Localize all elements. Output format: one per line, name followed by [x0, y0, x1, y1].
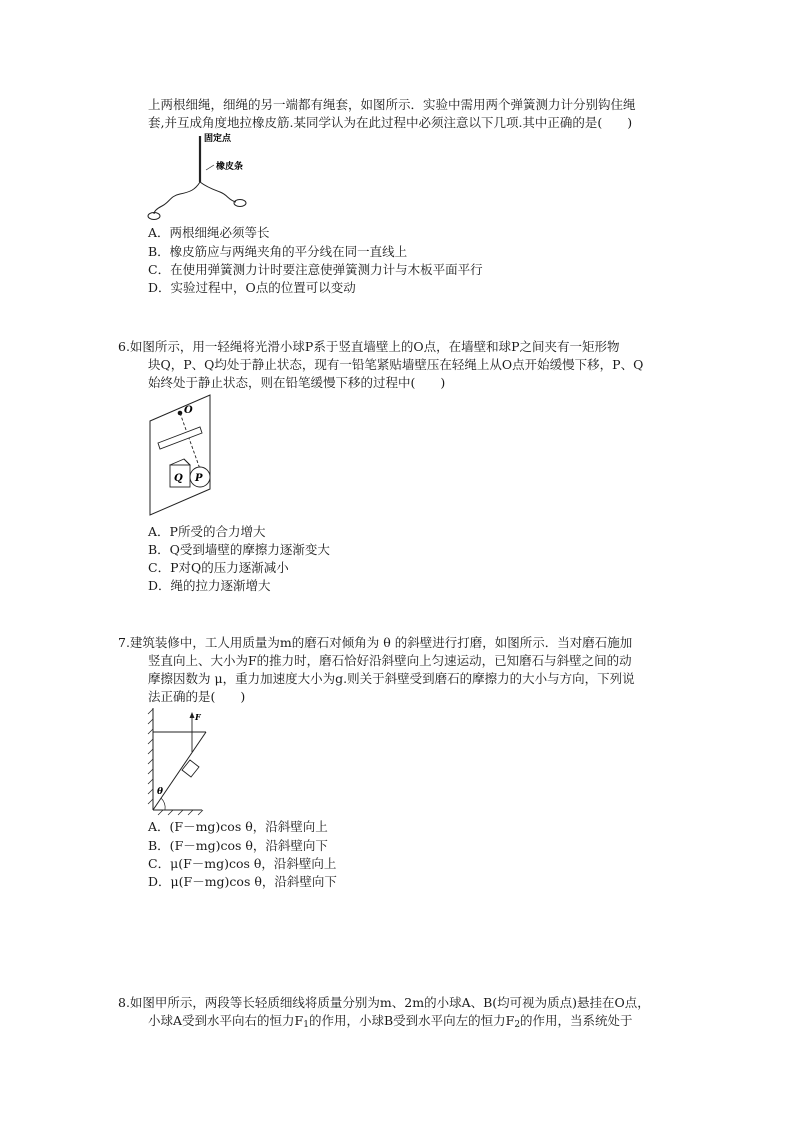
- q6-stem-line-2: 块Q，P、Q均处于静止状态，现有一铅笔紧贴墙壁压在轻绳上从O点开始缓慢下移，P、Q: [148, 357, 644, 372]
- q8-stem-line-1: 8.如图甲所示，两段等长轻质细线将质量分别为m、2m的小球A、B(均可视为质点)悬挂在O点，: [118, 995, 650, 1010]
- q8-f1-subscript: 1: [303, 1020, 309, 1030]
- q8-line2-part-a: 小球A受到水平向右的恒力F: [148, 1013, 304, 1028]
- q6-option-c[interactable]: C．P对Q的压力逐渐减小: [148, 560, 289, 575]
- q6-option-a[interactable]: A．P所受的合力增大: [148, 524, 266, 539]
- q5-stem-line-1: 上两根细绳，细绳的另一端都有绳套，如图所示．实验中需用两个弹簧测力计分别钩住绳: [148, 97, 636, 112]
- q7-option-b[interactable]: B．(F－mg)cos θ，沿斜壁向下: [148, 838, 328, 853]
- q5-option-d[interactable]: D．实验过程中，O点的位置可以变动: [148, 280, 356, 295]
- q6-option-b[interactable]: B．Q受到墙壁的摩擦力逐渐变大: [148, 542, 330, 557]
- q5-label-rubber-strip: 橡皮条: [216, 162, 244, 172]
- q6-option-d[interactable]: D．绳的拉力逐渐增大: [148, 578, 271, 593]
- q6-label-q: Q: [174, 473, 183, 484]
- q8-f2-subscript: 2: [514, 1020, 521, 1030]
- q5-stem-line-2: 套,并互成角度地拉橡皮筋.某同学认为在此过程中必须注意以下几项.其中正确的是( ): [148, 115, 633, 130]
- q7-label-f: F: [195, 712, 201, 722]
- q8-line2-part-b: 的作用，小球B受到水平向左的恒力F: [308, 1013, 515, 1028]
- q5-option-a[interactable]: A．两根细绳必须等长: [148, 225, 270, 240]
- q5-option-c[interactable]: C．在使用弹簧测力计时要注意使弹簧测力计与木板平面平行: [148, 262, 483, 277]
- q5-option-b[interactable]: B．橡皮筋应与两绳夹角的平分线在同一直线上: [148, 244, 408, 259]
- q5-figure-rubber-strip: [140, 132, 280, 222]
- q6-stem-line-3: 始终处于静止状态，则在铅笔缓慢下移的过程中( ): [148, 375, 446, 390]
- q6-stem-line-1: 6.如图所示，用一轻绳将光滑小球P系于竖直墙壁上的O点，在墙壁和球P之间夹有一矩形物: [118, 339, 620, 354]
- q7-label-theta: θ: [157, 787, 164, 797]
- q6-label-p: P: [195, 473, 203, 484]
- q7-option-d[interactable]: D．μ(F－mg)cos θ，沿斜壁向下: [148, 874, 337, 889]
- q8-line2-part-c: 的作用，当系统处于: [520, 1013, 633, 1028]
- q7-stem-line-4: 法正确的是( ): [148, 689, 246, 704]
- q7-stem-line-2: 竖直向上、大小为F的推力时，磨石恰好沿斜壁向上匀速运动，已知磨石与斜壁之间的动: [148, 653, 632, 668]
- q5-label-fixed-point: 固定点: [204, 134, 232, 144]
- q6-label-o: O: [184, 405, 193, 416]
- q7-option-c[interactable]: C．μ(F－mg)cos θ，沿斜壁向上: [148, 856, 337, 871]
- q7-option-a[interactable]: A．(F－mg)cos θ，沿斜壁向上: [148, 819, 328, 834]
- q6-figure-wall-ball: [146, 393, 216, 518]
- q7-figure-inclined-wall: [146, 706, 216, 816]
- q7-stem-line-3: 摩擦因数为 μ，重力加速度大小为g.则关于斜壁受到磨石的摩擦力的大小与方向，下列说: [148, 671, 635, 686]
- q7-stem-line-1: 7.建筑装修中，工人用质量为m的磨石对倾角为 θ 的斜壁进行打磨，如图所示．当对磨石施加: [118, 635, 633, 650]
- q8-stem-line-2: [148, 1012, 633, 1034]
